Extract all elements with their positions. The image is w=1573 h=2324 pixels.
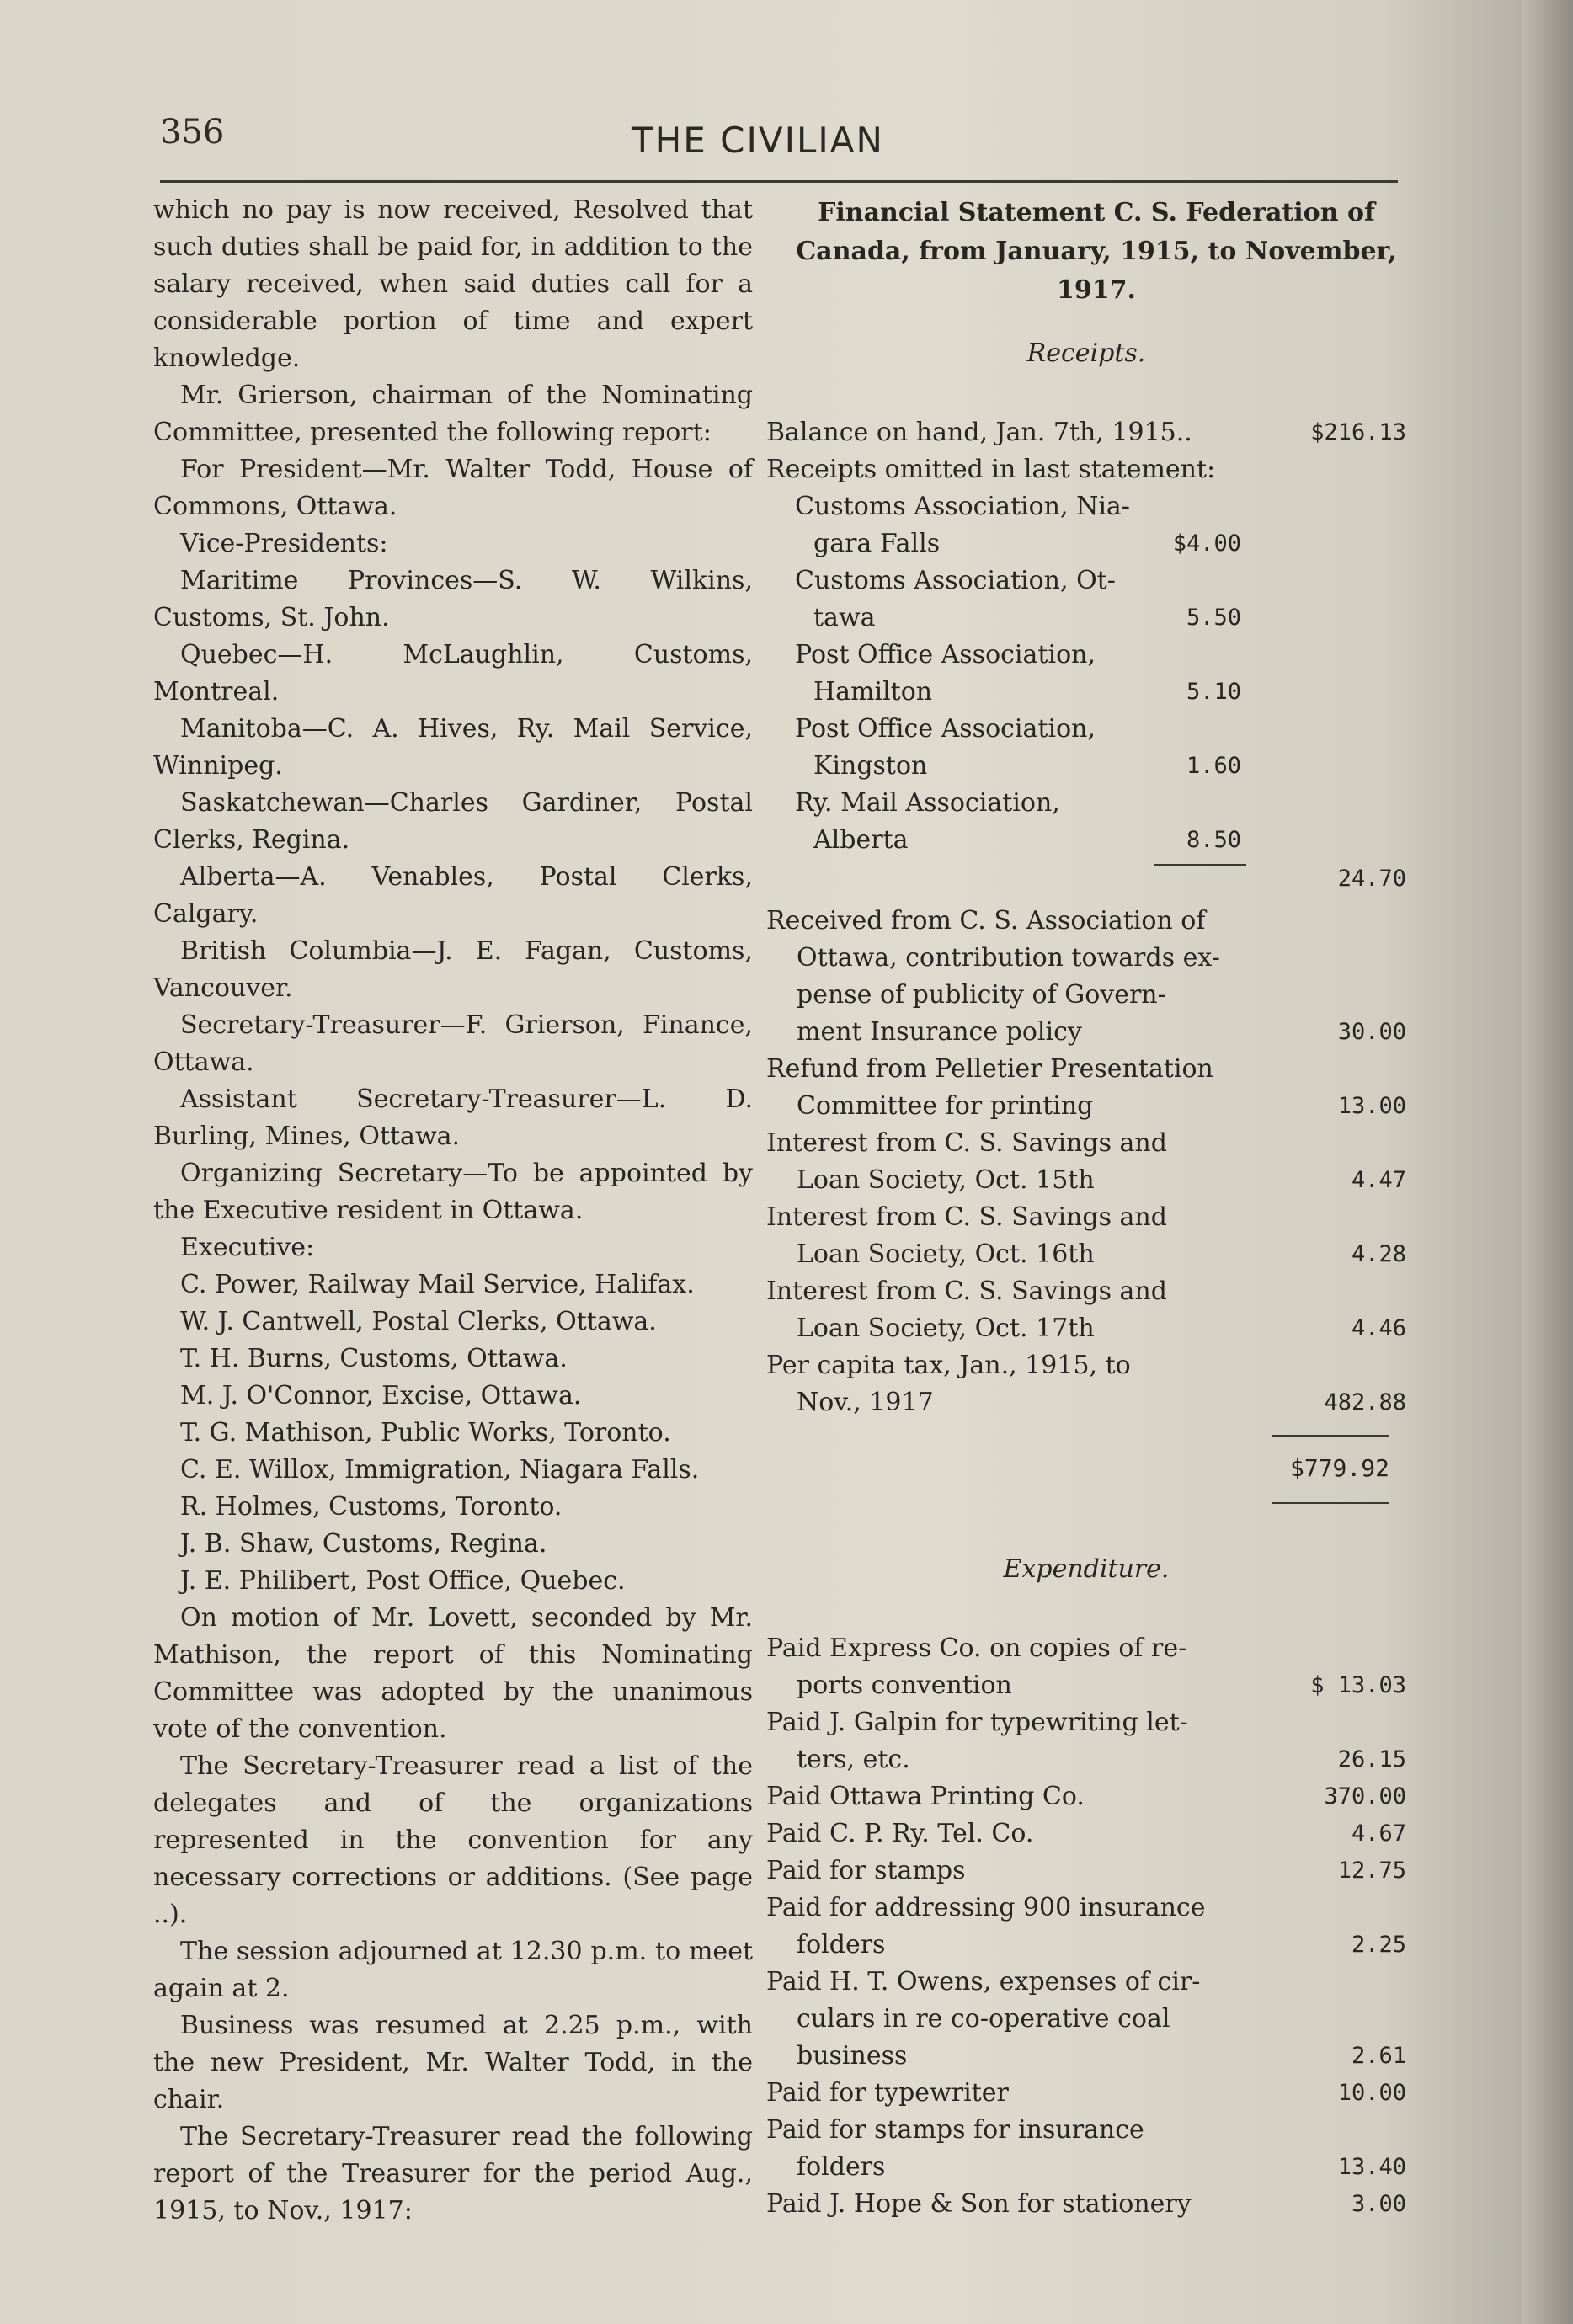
receipt-entry-line: Interest from C. S. Savings and [766,1202,1167,1232]
omitted-entry-line: Post Office Association, [795,640,1096,669]
expenditure-entry-amount: 370.00 [1324,1783,1406,1810]
receipt-entry-line: Nov., 1917 [797,1388,934,1417]
paragraph-adjourned: The session adjourned at 12.30 p.m. to meet again at 2. [153,1937,753,2003]
receipt-entry-line: pense of publicity of Govern- [797,980,1166,1010]
executive-member: M. J. O'Connor, Excise, Ottawa. [180,1381,582,1410]
receipt-entry [766,903,1406,1051]
balance-label: Balance on hand, Jan. 7th, 1915.. [766,418,1192,447]
omitted-entry-amount: 1.60 [1186,753,1241,779]
paragraph-resumed: Business was resumed at 2.25 p.m., with the new President, Mr. Walter Todd, in the chair. [153,2011,753,2114]
expenditure-entry-line: Paid for typewriter [766,2078,1009,2108]
omitted-entry-line: Hamilton [813,677,933,706]
receipt-entry-amount: 13.00 [1337,1093,1406,1119]
receipt-entry [766,1199,1406,1273]
balance-amount: $216.13 [1310,419,1406,445]
executive-heading: Executive: [180,1233,315,1262]
paragraph-treasurer-report: The Secretary-Treasurer read the following report of the Treasurer for the period Aug., 1915, to Nov., 1917: [153,2122,753,2225]
omitted-subtotal: 24.70 [1337,866,1406,892]
nominee-vp: British Columbia—J. E. Fagan, Customs, Vancouver. [153,936,753,1003]
omitted-entry-amount: 5.10 [1186,679,1241,705]
receipt-entry-line: Refund from Pelletier Presentation [766,1054,1213,1084]
expenditure-entry [766,1852,1406,1890]
receipts-heading: Receipts. [1026,338,1146,368]
expenditure-heading: Expenditure. [1003,1554,1170,1584]
omitted-entry-line: tawa [813,603,876,632]
expenditure-entry [766,1964,1406,2075]
expenditure-entry-line: Paid Express Co. on copies of re- [766,1634,1187,1663]
omitted-entry-line: Alberta [813,825,909,855]
expenditure-entry-line: folders [797,1930,886,1959]
expenditure-entry-amount: 10.00 [1337,2080,1406,2106]
receipt-entry-amount: 482.88 [1324,1389,1406,1415]
nominee-organizing-secretary: Organizing Secretary—To be appointed by the Executive resident in Ottawa. [153,1159,753,1225]
left-column [153,192,753,2230]
expenditure-entry [766,1630,1406,1704]
paragraph-nominating: Mr. Grierson, chairman of the Nominating Committee, presented the following report: [153,381,753,447]
receipt-entry [766,1273,1406,1347]
paragraph-motion: On motion of Mr. Lovett, seconded by Mr. Mathison, the report of this Nominating Committee was adopted by the unanimous vote of the convention. [153,1603,753,1744]
expenditure-entry-line: Paid Ottawa Printing Co. [766,1782,1085,1811]
financial-statement-title: Financial Statement C. S. Federation of Canada, from January, 1915, to November, 1917. [796,198,1397,305]
executive-member: J. B. Shaw, Customs, Regina. [180,1529,547,1559]
expenditure-entry-amount: 3.00 [1351,2191,1406,2217]
expenditure-entry-line: culars in re co-operative coal [797,2004,1170,2034]
expenditure-entry-amount: 26.15 [1337,1746,1406,1772]
receipt-entry [766,1125,1406,1199]
nominee-vp: Saskatchewan—Charles Gardiner, Postal Clerks, Regina. [153,788,753,855]
expenditure-entry-amount: 4.67 [1351,1820,1406,1847]
expenditure-entry [766,1778,1406,1815]
total-rule-top [1272,1435,1389,1437]
omitted-entry [766,637,1406,711]
vice-presidents-heading: Vice-Presidents: [180,529,388,558]
expenditure-entry-amount: 12.75 [1337,1858,1406,1884]
receipt-entry-line: Received from C. S. Association of [766,906,1206,935]
running-title: THE CIVILIAN [632,120,884,161]
book-spine-shadow [1522,0,1573,2324]
omitted-entry-line: Kingston [813,751,928,781]
omitted-entry [766,488,1406,562]
expenditure-entry-line: Paid for stamps for insurance [766,2115,1144,2145]
nominee-president: For President—Mr. Walter Todd, House of Commons, Ottawa. [153,455,753,521]
receipt-entry-amount: 4.28 [1351,1241,1406,1267]
omitted-heading-row [766,451,1406,488]
omitted-entry-line: Ry. Mail Association, [795,788,1060,818]
executive-member: C. E. Willox, Immigration, Niagara Falls. [180,1455,700,1484]
expenditure-entry-line: Paid for stamps [766,1856,966,1885]
expenditure-entry-line: Paid H. T. Owens, expenses of cir- [766,1967,1201,1996]
expenditure-entry-line: Paid C. P. Ry. Tel. Co. [766,1819,1034,1848]
receipt-entry-line: Per capita tax, Jan., 1915, to [766,1351,1131,1380]
expenditure-entry [766,2186,1406,2223]
expenditure-entry-line: ters, etc. [797,1745,910,1774]
balance-entry [766,414,1406,451]
receipts-list [766,903,1406,1421]
omitted-entry-amount: 8.50 [1186,827,1241,853]
expenditure-entry-amount: $ 13.03 [1310,1672,1406,1698]
receipt-entry-line: Interest from C. S. Savings and [766,1277,1167,1306]
receipt-entry-line: Interest from C. S. Savings and [766,1128,1167,1158]
receipt-entry-line: Loan Society, Oct. 16th [797,1239,1095,1269]
total-rule-bottom [1272,1502,1389,1504]
omitted-entry-line: Post Office Association, [795,714,1096,744]
executive-member: R. Holmes, Customs, Toronto. [180,1492,563,1522]
receipt-entry-amount: 4.47 [1351,1167,1406,1193]
receipt-entry-line: Committee for printing [797,1091,1094,1121]
expenditure-entry [766,2112,1406,2186]
omitted-entry-amount: 5.50 [1186,605,1241,631]
omitted-entry-line: Customs Association, Ot- [795,566,1116,595]
paragraph-resolution: which no pay is now received, Resolved that such duties shall be paid for, in addition to the salary received, when said duties call for a considerable portion of time and expert knowledge. [153,195,753,373]
executive-member: T. H. Burns, Customs, Ottawa. [180,1344,568,1373]
omitted-entry [766,711,1406,785]
expenditure-entry [766,1815,1406,1852]
expenditure-entry [766,2075,1406,2112]
omitted-list [766,488,1406,859]
receipt-entry-line: Loan Society, Oct. 17th [797,1314,1095,1343]
omitted-entry-amount: $4.00 [1172,530,1241,557]
receipt-entry-line: ment Insurance policy [797,1017,1082,1047]
receipt-entry-amount: 30.00 [1337,1019,1406,1045]
omitted-entry [766,562,1406,637]
receipt-entry [766,1347,1406,1421]
expenditure-entry-line: ports convention [797,1671,1012,1700]
expenditure-entry [766,1890,1406,1964]
omitted-entry-line: Customs Association, Nia- [795,492,1130,521]
receipt-entry-amount: 4.46 [1351,1315,1406,1341]
expenditure-entry-line: Paid for addressing 900 insurance [766,1893,1206,1922]
executive-member: T. G. Mathison, Public Works, Toronto. [180,1418,671,1447]
receipt-entry [766,1051,1406,1125]
paragraph-delegates: The Secretary-Treasurer read a list of the delegates and of the organizations represented in the convention for any necessary corrections or additions. (See page ..). [153,1751,753,1929]
expenditure-entry-amount: 2.25 [1351,1932,1406,1958]
page-header [160,108,1398,184]
executive-member: J. E. Philibert, Post Office, Quebec. [180,1566,626,1596]
nominee-secretary-treasurer: Secretary-Treasurer—F. Grierson, Finance, Ottawa. [153,1010,753,1077]
nominee-vp: Quebec—H. McLaughlin, Customs, Montreal. [153,640,753,706]
expenditure-entry-amount: 2.61 [1351,2043,1406,2069]
receipt-entry-line: Ottawa, contribution towards ex- [797,943,1220,973]
receipt-entry-line: Loan Society, Oct. 15th [797,1165,1095,1195]
omitted-heading: Receipts omitted in last statement: [766,455,1216,484]
header-rule [160,180,1398,183]
executive-list [153,1266,753,1600]
expenditure-entry-line: Paid J. Hope & Son for stationery [766,2189,1192,2219]
expenditure-entry-line: Paid J. Galpin for typewriting let- [766,1708,1188,1737]
nominee-assistant-secretary: Assistant Secretary-Treasurer—L. D. Burling, Mines, Ottawa. [153,1085,753,1151]
expenditure-entry-amount: 13.40 [1337,2154,1406,2180]
omitted-entry [766,785,1406,859]
expenditure-list [766,1630,1406,2223]
page-number: 356 [160,113,225,152]
receipts-total: $779.92 [1289,1454,1389,1482]
nominee-vp: Alberta—A. Venables, Postal Clerks, Calgary. [153,862,753,929]
nominee-vp: Maritime Provinces—S. W. Wilkins, Customs, St. John. [153,566,753,632]
executive-member: C. Power, Railway Mail Service, Halifax. [180,1270,695,1299]
omitted-entry-line: gara Falls [813,529,941,558]
nominee-vp: Manitoba—C. A. Hives, Ry. Mail Service, Winnipeg. [153,714,753,781]
expenditure-entry-line: business [797,2041,908,2071]
executive-member: W. J. Cantwell, Postal Clerks, Ottawa. [180,1307,657,1336]
right-column [766,192,1406,2223]
expenditure-entry-line: folders [797,2152,886,2182]
expenditure-entry [766,1704,1406,1778]
